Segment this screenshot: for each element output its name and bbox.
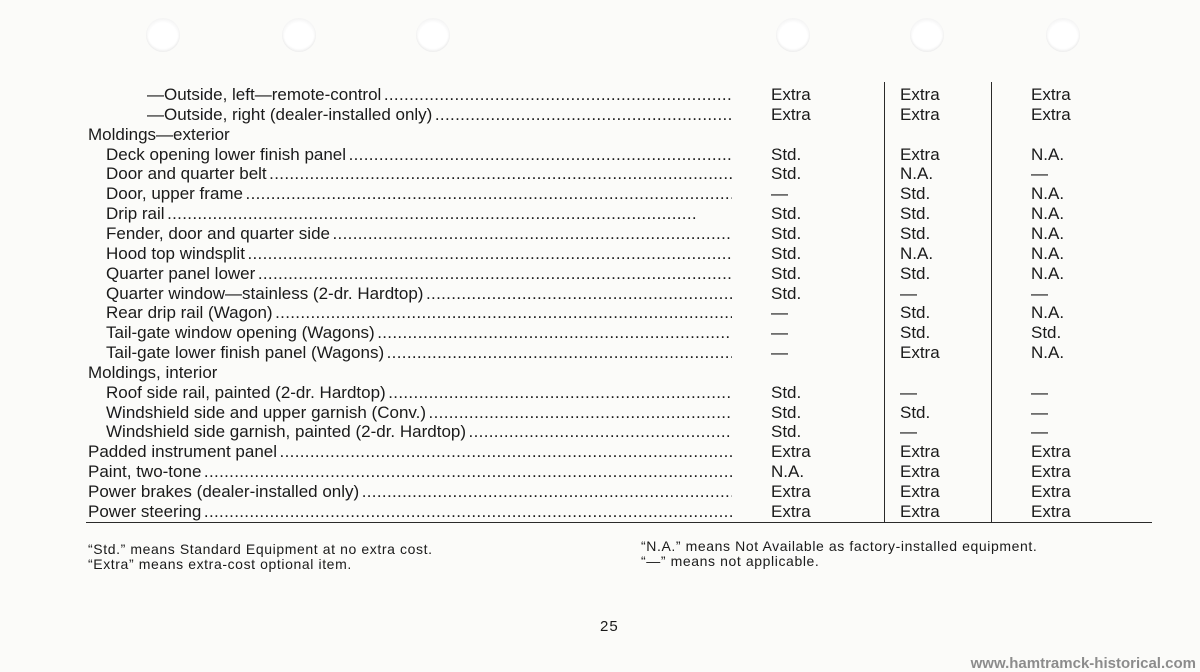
cell-c3: Extra bbox=[1031, 442, 1071, 462]
table-row bbox=[0, 224, 1200, 244]
cell-c2: Std. bbox=[900, 204, 931, 224]
table-row bbox=[0, 403, 1200, 423]
row-label: Tail-gate window opening (Wagons) . . . bbox=[106, 323, 732, 343]
row-label: Rear drip rail (Wagon) . . . bbox=[106, 303, 732, 323]
table-row bbox=[0, 184, 1200, 204]
cell-c1: Std. bbox=[771, 283, 802, 303]
table-row bbox=[0, 164, 1200, 184]
table-row bbox=[0, 244, 1200, 264]
cell-c3: Extra bbox=[1031, 462, 1071, 482]
cell-c1: Std. bbox=[771, 402, 802, 422]
cell-c3: Extra bbox=[1031, 104, 1071, 124]
cell-c3: N.A. bbox=[1031, 343, 1065, 363]
table-row bbox=[0, 482, 1200, 502]
cell-c1: Std. bbox=[771, 243, 802, 263]
cell-c2: Extra bbox=[900, 442, 940, 462]
cell-c1: Std. bbox=[771, 164, 802, 184]
cell-c1: — bbox=[771, 303, 788, 323]
cell-c3: Extra bbox=[1031, 482, 1071, 501]
cell-c2: Std. bbox=[900, 323, 931, 343]
cell-c3: N.A. bbox=[1031, 204, 1065, 224]
table-row bbox=[0, 284, 1200, 304]
row-label: Door, upper frame . . . bbox=[106, 184, 732, 204]
cell-c3: N.A. bbox=[1031, 303, 1065, 323]
row-label: Deck opening lower finish panel . . . bbox=[106, 145, 732, 165]
row-label: Moldings, interior bbox=[88, 362, 218, 382]
cell-c2: — bbox=[900, 382, 917, 402]
column-divider bbox=[884, 82, 885, 522]
cell-c1: — bbox=[771, 184, 788, 204]
cell-c2: Extra bbox=[900, 85, 940, 104]
footnote-extra: “Extra” means extra-cost optional item. bbox=[88, 556, 352, 572]
binder-hole bbox=[146, 18, 180, 52]
row-label: Power steering . . . bbox=[88, 502, 732, 522]
cell-c2: Extra bbox=[900, 482, 940, 501]
cell-c3: Extra bbox=[1031, 501, 1071, 521]
cell-c2: Std. bbox=[900, 402, 931, 422]
table-row bbox=[0, 442, 1200, 462]
row-label: Windshield side garnish, painted (2-dr. Hardtop) . . . bbox=[106, 422, 732, 442]
row-label: Tail-gate lower finish panel (Wagons) . . . bbox=[106, 343, 732, 363]
table-row bbox=[0, 105, 1200, 125]
row-label: Roof side rail, painted (2-dr. Hardtop) . . . bbox=[106, 383, 732, 403]
cell-c2: Extra bbox=[900, 343, 940, 363]
table-row bbox=[0, 502, 1200, 522]
cell-c3: — bbox=[1031, 283, 1048, 303]
footnote-std: “Std.” means Standard Equipment at no extra cost. bbox=[88, 541, 433, 557]
row-label: Padded instrument panel . . . bbox=[88, 442, 732, 462]
cell-c1: Extra bbox=[771, 104, 811, 124]
footnote-dash: “—” means not applicable. bbox=[641, 553, 820, 569]
cell-c3: — bbox=[1031, 382, 1048, 402]
cell-c3: — bbox=[1031, 422, 1048, 442]
binder-hole bbox=[282, 18, 316, 52]
watermark: www.hamtramck-historical.com bbox=[970, 655, 1196, 672]
row-label: Quarter panel lower . . . bbox=[106, 264, 732, 284]
table-row bbox=[0, 323, 1200, 343]
cell-c2: Std. bbox=[900, 223, 931, 243]
row-label: Moldings—exterior bbox=[88, 124, 230, 144]
cell-c2: Std. bbox=[900, 184, 931, 204]
cell-c3: N.A. bbox=[1031, 144, 1065, 164]
cell-c1: Extra bbox=[771, 442, 811, 462]
table-row bbox=[0, 145, 1200, 165]
row-label: Power brakes (dealer-installed only) . . . bbox=[88, 482, 732, 502]
row-label: Quarter window—stainless (2-dr. Hardtop) . . . bbox=[106, 284, 732, 304]
cell-c2: Std. bbox=[900, 263, 931, 283]
table-row bbox=[0, 264, 1200, 284]
row-label: Hood top windsplit . . . bbox=[106, 244, 732, 264]
table-row bbox=[0, 343, 1200, 363]
binder-hole bbox=[416, 18, 450, 52]
cell-c2: Extra bbox=[900, 462, 940, 482]
cell-c2: Extra bbox=[900, 104, 940, 124]
cell-c1: — bbox=[771, 323, 788, 343]
row-label: —Outside, left—remote-control . . . bbox=[147, 85, 732, 105]
table-row bbox=[0, 363, 1200, 383]
row-label: Fender, door and quarter side . . . bbox=[106, 224, 732, 244]
cell-c3: N.A. bbox=[1031, 263, 1065, 283]
cell-c3: Std. bbox=[1031, 323, 1062, 343]
table-row bbox=[0, 125, 1200, 145]
table-row bbox=[0, 422, 1200, 442]
binder-hole bbox=[1046, 18, 1080, 52]
cell-c2: — bbox=[900, 422, 917, 442]
cell-c1: Std. bbox=[771, 422, 802, 442]
cell-c1: Extra bbox=[771, 85, 811, 104]
cell-c2: Extra bbox=[900, 501, 940, 521]
table-bottom-rule bbox=[86, 522, 1152, 523]
column-divider bbox=[991, 82, 992, 522]
row-label: Windshield side and upper garnish (Conv.) . . . bbox=[106, 403, 732, 423]
cell-c2: — bbox=[900, 283, 917, 303]
cell-c1: Std. bbox=[771, 144, 802, 164]
table-row bbox=[0, 462, 1200, 482]
table-row bbox=[0, 85, 1200, 105]
cell-c1: — bbox=[771, 343, 788, 363]
table-row bbox=[0, 204, 1200, 224]
cell-c3: N.A. bbox=[1031, 223, 1065, 243]
cell-c3: N.A. bbox=[1031, 184, 1065, 204]
cell-c1: N.A. bbox=[771, 462, 805, 482]
table-row bbox=[0, 383, 1200, 403]
binder-hole bbox=[776, 18, 810, 52]
table-row bbox=[0, 303, 1200, 323]
cell-c2: Std. bbox=[900, 303, 931, 323]
cell-c1: Extra bbox=[771, 482, 811, 501]
footnote-na: “N.A.” means Not Available as factory-installed equipment. bbox=[641, 538, 1038, 554]
cell-c2: Extra bbox=[900, 144, 940, 164]
cell-c3: — bbox=[1031, 164, 1048, 184]
cell-c3: Extra bbox=[1031, 85, 1071, 104]
cell-c1: Std. bbox=[771, 204, 802, 224]
cell-c1: Std. bbox=[771, 223, 802, 243]
cell-c3: — bbox=[1031, 402, 1048, 422]
binder-hole bbox=[910, 18, 944, 52]
row-label: Drip rail . . . bbox=[106, 204, 732, 224]
row-label: —Outside, right (dealer-installed only) . . . bbox=[147, 105, 732, 125]
cell-c1: Std. bbox=[771, 263, 802, 283]
row-label: Door and quarter belt . . . bbox=[106, 164, 732, 184]
cell-c1: Std. bbox=[771, 382, 802, 402]
cell-c2: N.A. bbox=[900, 164, 934, 184]
cell-c3: N.A. bbox=[1031, 243, 1065, 263]
cell-c2: N.A. bbox=[900, 243, 934, 263]
cell-c1: Extra bbox=[771, 501, 811, 521]
row-label: Paint, two-tone . . . bbox=[88, 462, 732, 482]
page-number: 25 bbox=[600, 618, 619, 635]
